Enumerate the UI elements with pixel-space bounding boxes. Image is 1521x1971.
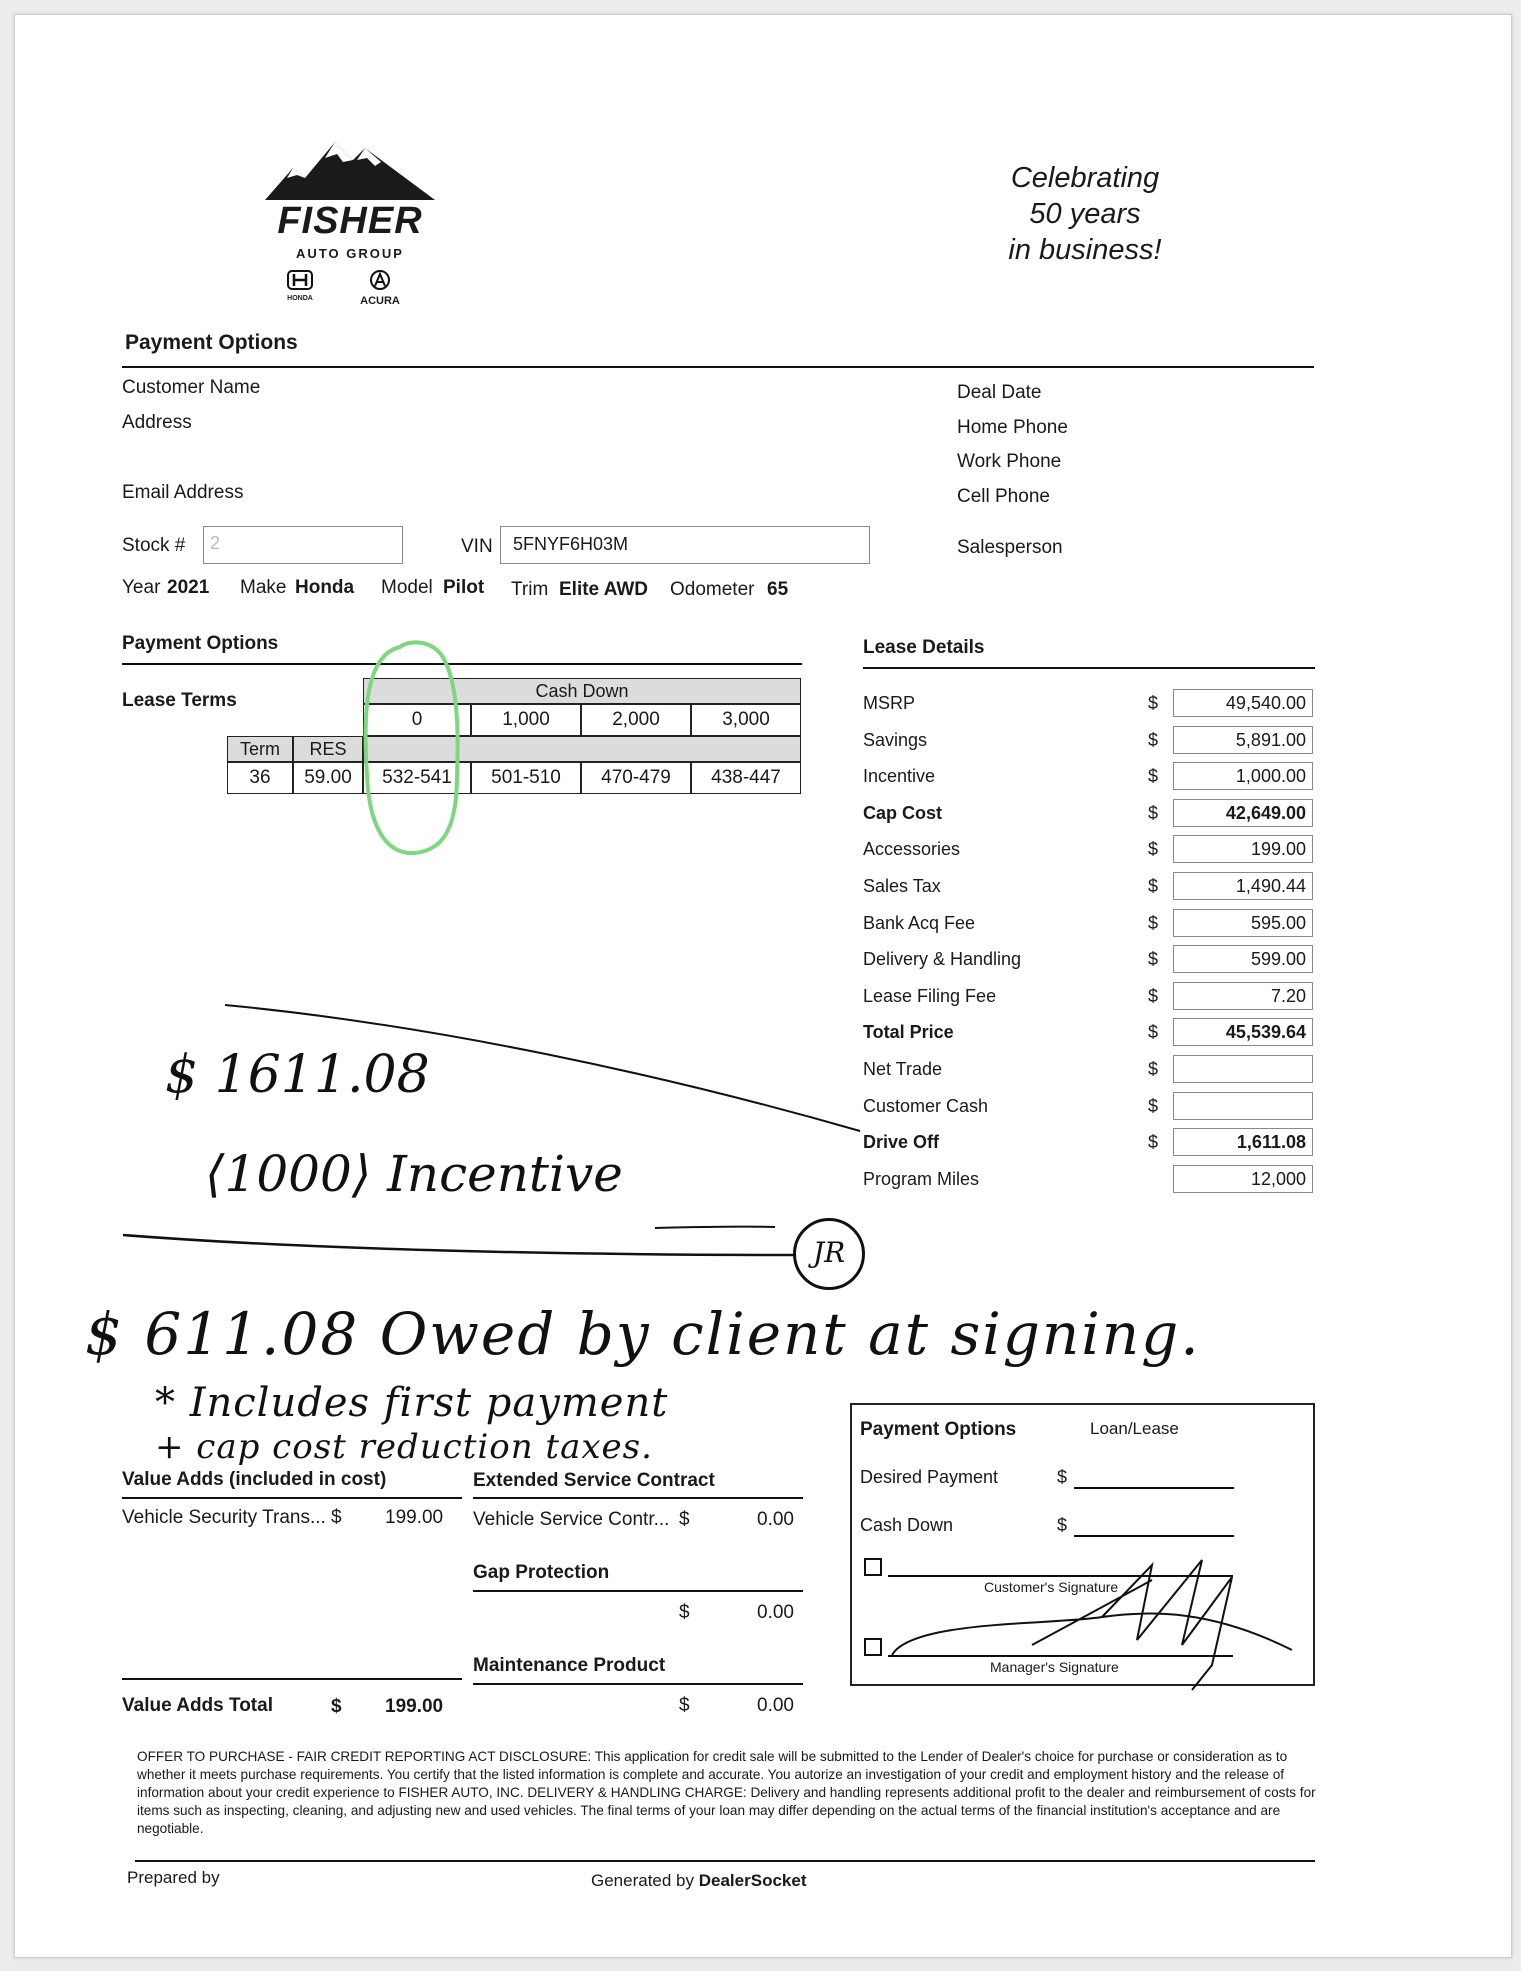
term-value: 36	[227, 762, 293, 794]
initials-text: JR	[812, 1236, 846, 1269]
make-value: Honda	[295, 577, 355, 598]
lease-row-label: MSRP	[863, 693, 916, 713]
lease-details-title: Lease Details	[863, 637, 985, 658]
desired-payment-currency: $	[1057, 1467, 1068, 1487]
stock-field	[203, 526, 403, 564]
lease-row-currency: $	[1148, 949, 1159, 970]
lease-row-currency: $	[1148, 876, 1159, 896]
lease-row-value: 45,539.64	[1173, 1018, 1313, 1046]
handwritten-includes: * Includes first payment	[155, 1380, 669, 1426]
maintenance-value: 0.00	[757, 1695, 794, 1716]
honda-label: HONDA	[287, 295, 313, 302]
lease-terms-label: Lease Terms	[122, 690, 237, 711]
gap-value: 0.00	[757, 1602, 794, 1623]
desired-payment-label: Desired Payment	[860, 1467, 999, 1487]
green-circle-annotation	[345, 635, 485, 865]
payment-2: 470-479	[581, 762, 691, 794]
handwritten-incentive: ⟨1000⟩ Incentive	[205, 1145, 623, 1203]
tagline-line2: 50 years	[1029, 198, 1141, 230]
prepared-by-label: Prepared by	[127, 1868, 220, 1887]
cash-down-col-1: 1,000	[471, 704, 581, 736]
value-adds-rule	[122, 1497, 462, 1499]
model-label: Model	[381, 577, 433, 598]
maintenance-rule	[473, 1683, 803, 1685]
extended-service-item-label: Vehicle Service Contr...	[473, 1509, 670, 1530]
trim-label: Trim	[511, 579, 549, 600]
document-page	[14, 14, 1512, 1958]
acura-label: ACURA	[360, 295, 400, 307]
lease-row-label: Total Price	[863, 1022, 954, 1043]
lease-row-value: 1,490.44	[1173, 872, 1313, 900]
value-adds-item-label: Vehicle Security Trans...	[122, 1507, 326, 1528]
lease-row-currency: $	[1148, 1095, 1159, 1116]
signature-scribble	[852, 1405, 1317, 1725]
salesperson-label: Salesperson	[957, 537, 1063, 558]
lease-row-value: 42,649.00	[1173, 799, 1313, 827]
lease-row-currency: $	[1148, 1022, 1159, 1043]
vin-field	[500, 526, 870, 564]
lease-row-value	[1173, 1092, 1313, 1120]
lease-row-currency: $	[1148, 912, 1159, 933]
honda-badge	[275, 270, 325, 302]
handwritten-drive-off: $ 1611.08	[165, 1045, 430, 1105]
brand-name: FISHER	[277, 200, 423, 242]
cash-down-sig-label: Cash Down	[860, 1515, 954, 1535]
brand-subtitle: AUTO GROUP	[296, 246, 404, 261]
disclosure-text: This application for credit sale will be submitted to the Lender of Dealer's choice for purchase or consideration as to whether it meets purchase requirements. You certify that the listed information is complete and accurate. You autorize an investigation of your credit and employment history and the release of information about your credit experience to FISHER AUTO, INC. DELIVERY & HANDLING CHARGE: Delivery and handling represents additional profit to the dealer and reimbursement of costs for items such as inspecting, cleaning, and adjusting new and used vehicles. The final terms of your loan may differ depending on the actual terms of the financial institution's acceptance and are negotiable.	[137, 1749, 1316, 1836]
res-header: RES	[293, 736, 363, 762]
gap-rule	[473, 1590, 803, 1592]
value-adds-item-currency: $	[331, 1507, 342, 1528]
odometer-value: 65	[767, 579, 789, 600]
tagline-line1: Celebrating	[1010, 162, 1160, 194]
lease-row-value: 595.00	[1173, 909, 1313, 937]
odometer-label: Odometer	[670, 579, 755, 600]
lease-row-currency: $	[1148, 802, 1159, 823]
lease-row-value: 1,000.00	[1173, 762, 1313, 790]
cash-down-col-3: 3,000	[691, 704, 801, 736]
lease-row-value: 199.00	[1173, 835, 1313, 863]
honda-h-icon	[287, 270, 313, 290]
generated-by	[591, 1871, 806, 1891]
disclosure-title: OFFER TO PURCHASE - FAIR CREDIT REPORTING ACT DISCLOSURE:	[137, 1749, 592, 1764]
lease-row-label: Bank Acq Fee	[863, 912, 976, 933]
deal-date-label: Deal Date	[957, 382, 1042, 403]
maintenance-currency: $	[679, 1695, 690, 1716]
section-title: Payment Options	[125, 331, 298, 354]
cash-down-sig-currency: $	[1057, 1515, 1068, 1535]
acura-badge	[355, 270, 405, 307]
signature-box-type: Loan/Lease	[1090, 1419, 1179, 1438]
payment-3: 438-447	[691, 762, 801, 794]
tagline	[975, 160, 1195, 268]
gap-title: Gap Protection	[473, 1562, 610, 1583]
lease-details-rule	[863, 667, 1315, 669]
value-adds-total-rule	[122, 1678, 462, 1680]
res-value: 59.00	[293, 762, 363, 794]
vin-value: 5FNYF6H03M	[513, 534, 629, 554]
lease-row-value: 1,611.08	[1173, 1128, 1313, 1156]
maintenance-title: Maintenance Product	[473, 1655, 666, 1676]
vin-label: VIN	[461, 536, 493, 557]
fisher-logo	[245, 130, 435, 310]
tagline-line3: in business!	[1008, 234, 1162, 266]
lease-row-currency: $	[1148, 985, 1159, 1006]
payment-options-title: Payment Options	[122, 633, 279, 654]
lease-row-label: Delivery & Handling	[863, 949, 1022, 970]
cash-down-col-2: 2,000	[581, 704, 691, 736]
lease-row-label: Net Trade	[863, 1059, 943, 1079]
lease-row-label: Accessories	[863, 839, 961, 860]
lease-row-currency: $	[1148, 693, 1159, 713]
handwritten-cap-cost: + cap cost reduction taxes.	[155, 1427, 653, 1467]
extended-service-currency: $	[679, 1509, 690, 1530]
cash-down-col-0: 0	[363, 704, 471, 736]
cash-down-header: Cash Down	[363, 678, 801, 704]
year-label: Year	[122, 577, 161, 598]
footer-rule	[135, 1860, 1315, 1862]
lease-row-label: Incentive	[863, 766, 936, 787]
lease-row-label: Savings	[863, 729, 928, 750]
email-label: Email Address	[122, 482, 244, 503]
lease-row-label: Program Miles	[863, 1168, 980, 1189]
initials-circle	[793, 1218, 865, 1290]
lease-row-value: 12,000	[1173, 1165, 1313, 1193]
make-label: Make	[240, 577, 287, 598]
home-phone-label: Home Phone	[957, 417, 1068, 438]
generated-by-label: Generated by	[591, 1871, 695, 1890]
lease-row-label: Sales Tax	[863, 876, 941, 896]
work-phone-label: Work Phone	[957, 451, 1062, 472]
value-adds-total-label: Value Adds Total	[122, 1695, 273, 1716]
extended-service-value: 0.00	[757, 1509, 794, 1530]
model-value: Pilot	[443, 577, 485, 598]
lease-row-value: 49,540.00	[1173, 689, 1313, 717]
extended-service-title: Extended Service Contract	[473, 1470, 715, 1491]
acura-a-icon	[369, 270, 391, 290]
value-adds-item-value: 199.00	[385, 1507, 444, 1528]
lease-row-value: 7.20	[1173, 982, 1313, 1010]
lease-row-label: Drive Off	[863, 1132, 940, 1153]
handwritten-owed: $ 611.08 Owed by client at signing.	[85, 1300, 1201, 1368]
customer-name-label: Customer Name	[122, 377, 261, 398]
payment-1: 501-510	[471, 762, 581, 794]
mountain-logo-icon	[265, 130, 435, 200]
gap-currency: $	[679, 1602, 690, 1623]
value-adds-total-value: 199.00	[385, 1696, 444, 1717]
generated-by-value: DealerSocket	[698, 1871, 807, 1890]
stock-value: 2	[210, 533, 221, 553]
disclosure	[137, 1748, 1317, 1838]
customer-sig-label: Customer's Signature	[984, 1579, 1119, 1595]
lease-row-currency: $	[1148, 766, 1159, 787]
section-title-rule	[122, 366, 1314, 368]
lease-row-currency: $	[1148, 839, 1159, 860]
lease-row-currency: $	[1148, 729, 1159, 750]
lease-row-label: Lease Filing Fee	[863, 985, 997, 1006]
value-adds-title: Value Adds (included in cost)	[122, 1469, 387, 1490]
lease-row-value: 5,891.00	[1173, 726, 1313, 754]
signature-box	[850, 1403, 1315, 1686]
payment-0: 532-541	[363, 762, 471, 794]
lease-row-value: 599.00	[1173, 945, 1313, 973]
trim-value: Elite AWD	[559, 579, 649, 600]
lease-row-currency: $	[1148, 1132, 1159, 1153]
term-header: Term	[227, 736, 293, 762]
lease-row-value	[1173, 1055, 1313, 1083]
stock-label: Stock #	[122, 535, 186, 556]
lease-row-currency: $	[1148, 1059, 1159, 1079]
year-value: 2021	[167, 577, 210, 598]
cell-phone-label: Cell Phone	[957, 486, 1050, 507]
address-label: Address	[122, 412, 192, 433]
lease-row-label: Customer Cash	[863, 1095, 989, 1116]
extended-service-rule	[473, 1497, 803, 1499]
lease-row-label: Cap Cost	[863, 802, 943, 823]
value-adds-total-currency: $	[331, 1696, 342, 1717]
manager-sig-label: Manager's Signature	[990, 1659, 1119, 1675]
signature-box-title: Payment Options	[860, 1419, 1017, 1440]
